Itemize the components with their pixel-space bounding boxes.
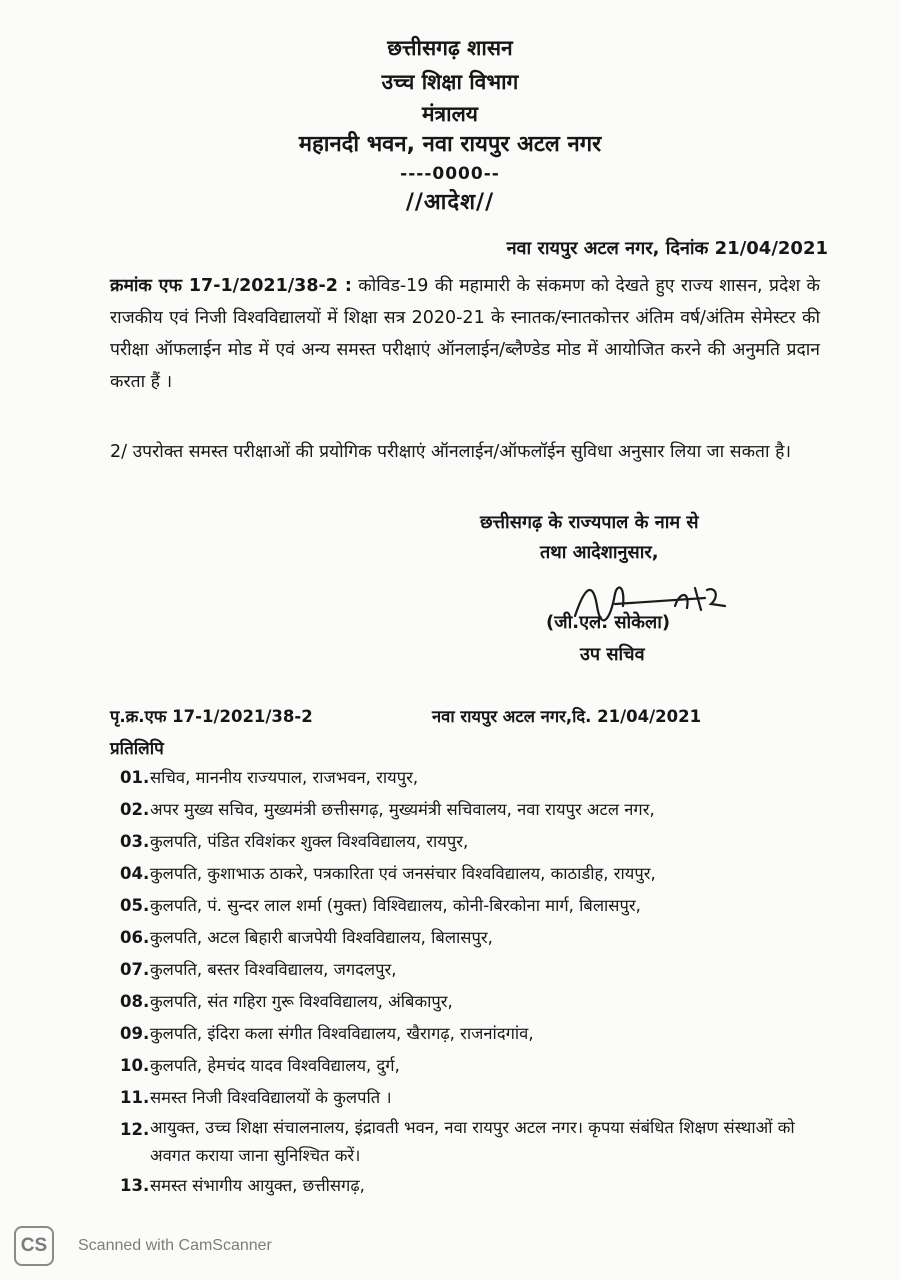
list-item: 02. अपर मुख्य सचिव, मुख्यमंत्री छत्तीसगढ़, मुख्यमंत्री सचिवालय, नवा रायपुर अटल नगर,	[120, 800, 655, 819]
list-item: 08. कुलपति, संत गहिरा गुरू विश्वविद्यालय, अंबिकापुर,	[120, 992, 453, 1011]
list-item: 04. कुलपति, कुशाभाऊ ठाकरे, पत्रकारिता एवं जनसंचार विश्वविद्यालय, काठाडीह, रायपुर,	[120, 864, 656, 883]
list-item: 12. आयुक्त, उच्च शिक्षा संचालनालय, इंद्रावती भवन, नवा रायपुर अटल नगर। कृपया संबंधित शिक्षण संस्थाओं को अवगत कराया जाना सुनिश्चित करें।	[120, 1118, 795, 1165]
authority-line-2: तथा आदेशानुसार,	[540, 542, 659, 563]
list-item: 03. कुलपति, पंडित रविशंकर शुक्ल विश्वविद्यालय, रायपुर,	[120, 832, 469, 851]
camscanner-logo-icon: CS	[14, 1226, 54, 1266]
copy-reference-number: पृ.क्र.एफ 17-1/2021/38-2	[110, 707, 313, 726]
header-divider: ----0000--	[400, 164, 500, 184]
copy-recipient-list	[120, 762, 800, 1202]
department-name: उच्च शिक्षा विभाग	[381, 70, 519, 94]
authority-line-1: छत्तीसगढ़ के राज्यपाल के नाम से	[480, 512, 699, 533]
list-item: 10. कुलपति, हेमचंद यादव विश्वविद्यालय, दुर्ग,	[120, 1056, 400, 1075]
list-item: 13. समस्त संभागीय आयुक्त, छत्तीसगढ़,	[120, 1176, 365, 1195]
signer-title: उप सचिव	[580, 644, 645, 665]
list-item: 07. कुलपति, बस्तर विश्वविद्यालय, जगदलपुर,	[120, 960, 397, 979]
copy-label: प्रतिलिपि	[110, 739, 164, 759]
order-number: क्रमांक एफ 17-1/2021/38-2 :	[110, 276, 352, 296]
order-paragraph-2: 2/ उपरोक्त समस्त परीक्षाओं की प्रयोगिक परीक्षाएं ऑनलाईन/ऑफलॉईन सुविधा अनुसार लिया जा सकता है।	[110, 442, 792, 462]
ministry-label: मंत्रालय	[421, 102, 478, 126]
order-paragraph-1-text: कोविड-19 की महामारी के संकमण को देखते हुए राज्य शासन, प्रदेश के राजकीय एवं निजी विश्वविद्यालयों में शिक्षा सत्र 2020-21 के स्नातक/स्नातकोत्तर अंतिम वर्ष/अंतिम सेमेस्टर की परीक्षा ऑफलाईन मोड में एवं अन्य समस्त परीक्षाएं ऑनलाईन/ब्लैण्डेड मोड में आयोजित करने की अनुमति प्रदान करता हैं ।	[110, 276, 820, 392]
list-item: 05. कुलपति, पं. सुन्दर लाल शर्मा (मुक्त) विश्विद्यालय, कोनी-बिरकोना मार्ग, बिलासपुर,	[120, 896, 641, 915]
signer-name: (जी.एल. सोकेला)	[546, 612, 671, 633]
list-item: 01. सचिव, माननीय राज्यपाल, राजभवन, रायपुर,	[120, 768, 419, 787]
order-place-date: नवा रायपुर अटल नगर, दिनांक 21/04/2021	[506, 238, 828, 259]
govt-name: छत्तीसगढ़ शासन	[387, 36, 513, 60]
copy-place-date: नवा रायपुर अटल नगर,दि. 21/04/2021	[432, 707, 702, 726]
order-heading: //आदेश//	[405, 190, 495, 215]
scanner-watermark	[14, 1226, 272, 1266]
list-item: 11. समस्त निजी विश्वविद्यालयों के कुलपति ।	[120, 1088, 392, 1107]
scanned-with-text: Scanned with CamScanner	[78, 1237, 272, 1254]
office-address: महानदी भवन, नवा रायपुर अटल नगर	[298, 132, 602, 157]
order-paragraph-1	[110, 270, 820, 398]
list-item: 09. कुलपति, इंदिरा कला संगीत विश्वविद्यालय, खैरागढ़, राजनांदगांव,	[120, 1024, 534, 1043]
list-item: 06. कुलपति, अटल बिहारी बाजपेयी विश्वविद्यालय, बिलासपुर,	[120, 928, 493, 947]
